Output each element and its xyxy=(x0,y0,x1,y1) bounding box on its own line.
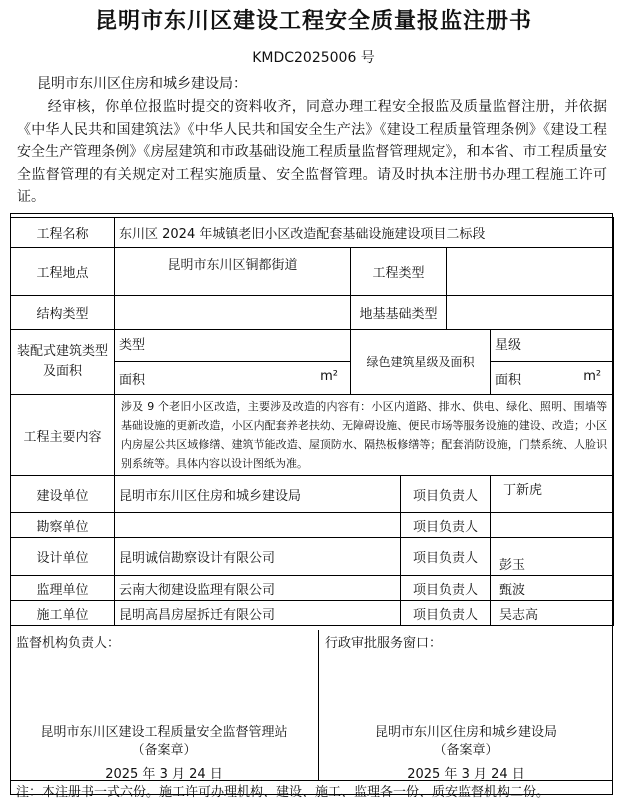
prefab-area-label: 面积 xyxy=(119,372,146,388)
supervision-head-label: 监督机构负责人： xyxy=(16,636,121,651)
row-prefab-green-1 xyxy=(11,330,614,362)
prefab-type-label: 类型 xyxy=(115,330,351,362)
addressee: 昆明市东川区住房和城乡建设局： xyxy=(37,76,247,92)
row-party xyxy=(11,476,614,513)
party-role: 建设单位 xyxy=(11,476,115,513)
prefab-area-unit: m² xyxy=(320,368,338,384)
supervision-org-name: 昆明市东川区建设工程质量安全监督管理站 xyxy=(40,725,288,740)
row-main-content xyxy=(11,395,614,476)
party-person xyxy=(491,513,614,538)
foundation-type-value xyxy=(447,296,614,330)
project-name-label: 工程名称 xyxy=(11,218,115,248)
row-party xyxy=(11,601,614,626)
row-structure xyxy=(11,296,614,330)
prefab-label: 装配式建筑类型及面积 xyxy=(11,330,115,395)
row-party xyxy=(11,513,614,538)
green-area-unit: m² xyxy=(583,368,602,384)
body-paragraph: 经审核，你单位报监时提交的资料收齐，同意办理工程安全报监及质量监督注册，并依据《中华人民共和国建筑法》《中华人民共和国安全生产法》《建设工程质量管理条例》《建设工程安全生产管理条例》《房屋建筑和市政基础设施工程质量监督管理规定》，和本省、市工程质量安全监督管理的有关规定对工程实施质量、安全监督管理。请及时执本注册书办理工程施工许可证。 xyxy=(17,99,607,205)
party-unit: 昆明诚信勘察设计有限公司 xyxy=(115,538,401,576)
project-type-value xyxy=(447,248,614,296)
party-unit: 昆明市东川区住房和城乡建设局 xyxy=(115,476,401,513)
party-role: 设计单位 xyxy=(11,538,115,576)
party-person-label: 项目负责人 xyxy=(401,513,491,538)
prefab-area-cell xyxy=(115,362,351,395)
party-role: 监理单位 xyxy=(11,576,115,601)
main-content-label: 工程主要内容 xyxy=(11,395,115,476)
supervision-seal-note: （备案章） xyxy=(131,743,197,758)
party-unit: 昆明高昌房屋拆迁有限公司 xyxy=(115,601,401,626)
supervision-org xyxy=(10,724,318,760)
supervision-sign-block xyxy=(10,630,318,780)
row-location xyxy=(11,248,614,296)
document-number: KMDC2025006 号 xyxy=(252,50,375,66)
row-project-name xyxy=(11,218,614,248)
green-area-label: 面积 xyxy=(495,372,522,388)
party-person-label: 项目负责人 xyxy=(401,601,491,626)
party-person-label: 项目负责人 xyxy=(401,538,491,576)
party-person-label: 项目负责人 xyxy=(401,576,491,601)
footnote: 注：本注册书一式六份。施工许可办理机构、建设、施工、监理各一份、质安监督机构二份。 xyxy=(16,785,550,800)
foundation-type-label: 地基基础类型 xyxy=(351,296,447,330)
approval-org xyxy=(319,724,613,760)
main-content-value: 涉及 9 个老旧小区改造，主要涉及改造的内容有：小区内道路、排水、供电、绿化、照明、围墙等基础设施的更新改造，小区内配套养老扶幼、无障碍设施、便民市场等服务设施的建设、改造；小区内房屋公共区域修缮、建筑节能改造、屋顶防水、隔热板修缮等；配套消防设施，门禁系统、人脸识别系统等。具体内容以设计图纸为准。 xyxy=(115,395,614,476)
party-person: 彭玉 xyxy=(491,538,614,576)
party-person: 丁新虎 xyxy=(491,476,614,513)
party-role: 施工单位 xyxy=(11,601,115,626)
project-type-label: 工程类型 xyxy=(351,248,447,296)
approval-org-name: 昆明市东川区住房和城乡建设局 xyxy=(374,725,557,740)
approval-sign-block xyxy=(319,630,613,780)
party-person: 吴志高 xyxy=(491,601,614,626)
row-party xyxy=(11,576,614,601)
green-area-cell xyxy=(491,362,614,395)
approval-date: 2025 年 3 月 24 日 xyxy=(407,767,525,782)
approval-window-label: 行政审批服务窗口： xyxy=(325,636,443,651)
party-person-label: 项目负责人 xyxy=(401,476,491,513)
party-person: 甄波 xyxy=(491,576,614,601)
green-building-label: 绿色建筑星级及面积 xyxy=(351,330,491,395)
location-value: 昆明市东川区铜都街道 xyxy=(115,248,351,296)
approval-seal-note: （备案章） xyxy=(433,743,499,758)
structure-type-label: 结构类型 xyxy=(11,296,115,330)
party-unit xyxy=(115,513,401,538)
registration-table xyxy=(10,217,614,626)
structure-type-value xyxy=(115,296,351,330)
party-unit: 云南大彻建设监理有限公司 xyxy=(115,576,401,601)
green-level-label: 星级 xyxy=(491,330,614,362)
location-label: 工程地点 xyxy=(11,248,115,296)
supervision-date: 2025 年 3 月 24 日 xyxy=(105,767,223,782)
document-title: 昆明市东川区建设工程安全质量报监注册书 xyxy=(94,9,532,34)
row-party xyxy=(11,538,614,576)
party-role: 勘察单位 xyxy=(11,513,115,538)
project-name-value: 东川区 2024 年城镇老旧小区改造配套基础设施建设项目二标段 xyxy=(115,218,614,248)
